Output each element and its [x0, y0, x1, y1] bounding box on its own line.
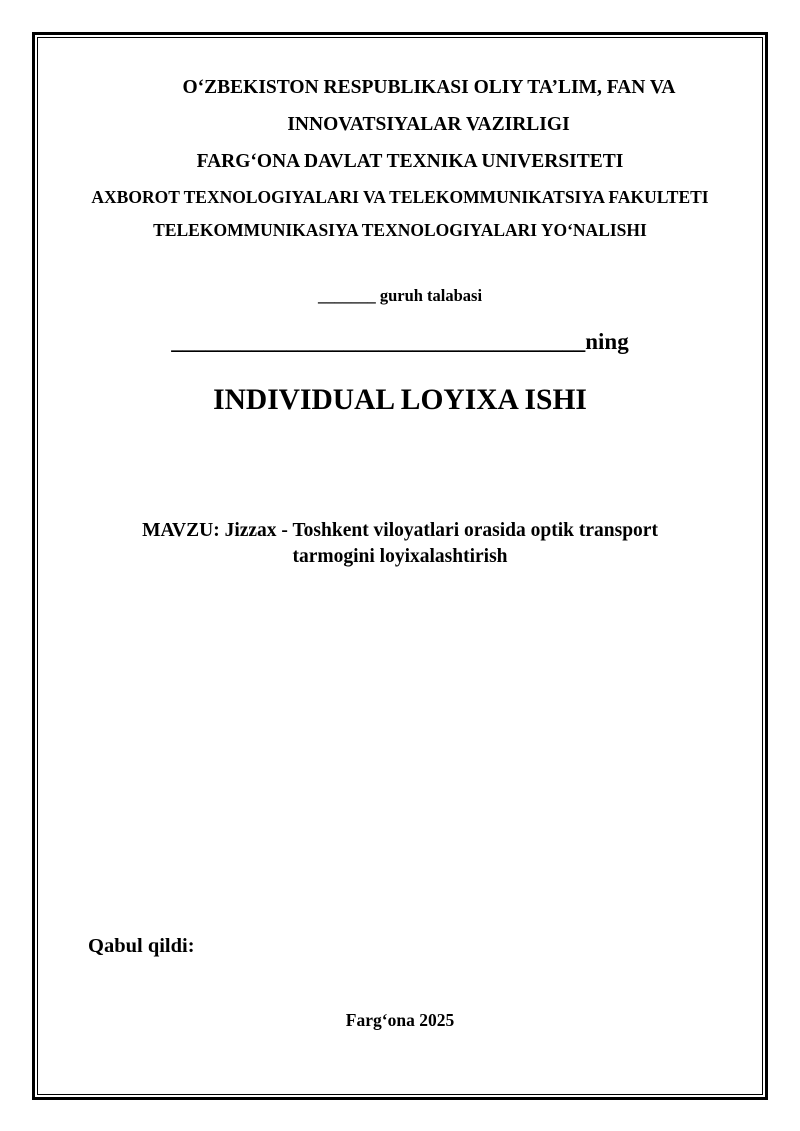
student-group-line: _______ guruh talabasi: [317, 286, 483, 305]
direction-name: TELEKOMMUNIKASIYA TEXNOLOGIYALARI YO‘NALISHI: [153, 220, 647, 240]
university-name: FARG‘ONA DAVLAT TEXNIKA UNIVERSITETI: [196, 151, 624, 172]
student-name-line: ____________________________________ning: [171, 329, 629, 354]
topic-line-1: MAVZU: Jizzax - Toshkent viloyatlari orasida optik transport: [142, 520, 658, 541]
ministry-name-line-2: INNOVATSIYALAR VAZIRLIGI: [287, 114, 570, 135]
faculty-name: AXBOROT TEXNOLOGIYALARI VA TELEKOMMUNIKATSIYA FAKULTETI: [91, 187, 709, 207]
accepted-by-label: Qabul qildi:: [88, 935, 195, 957]
ministry-name-line-1: O‘ZBEKISTON RESPUBLIKASI OLIY TA’LIM, FAN VA: [182, 77, 676, 98]
place-and-year: Farg‘ona 2025: [345, 1010, 455, 1030]
topic-line-2: tarmogini loyixalashtirish: [292, 546, 508, 567]
document-title: INDIVIDUAL LOYIXA ISHI: [213, 384, 587, 416]
